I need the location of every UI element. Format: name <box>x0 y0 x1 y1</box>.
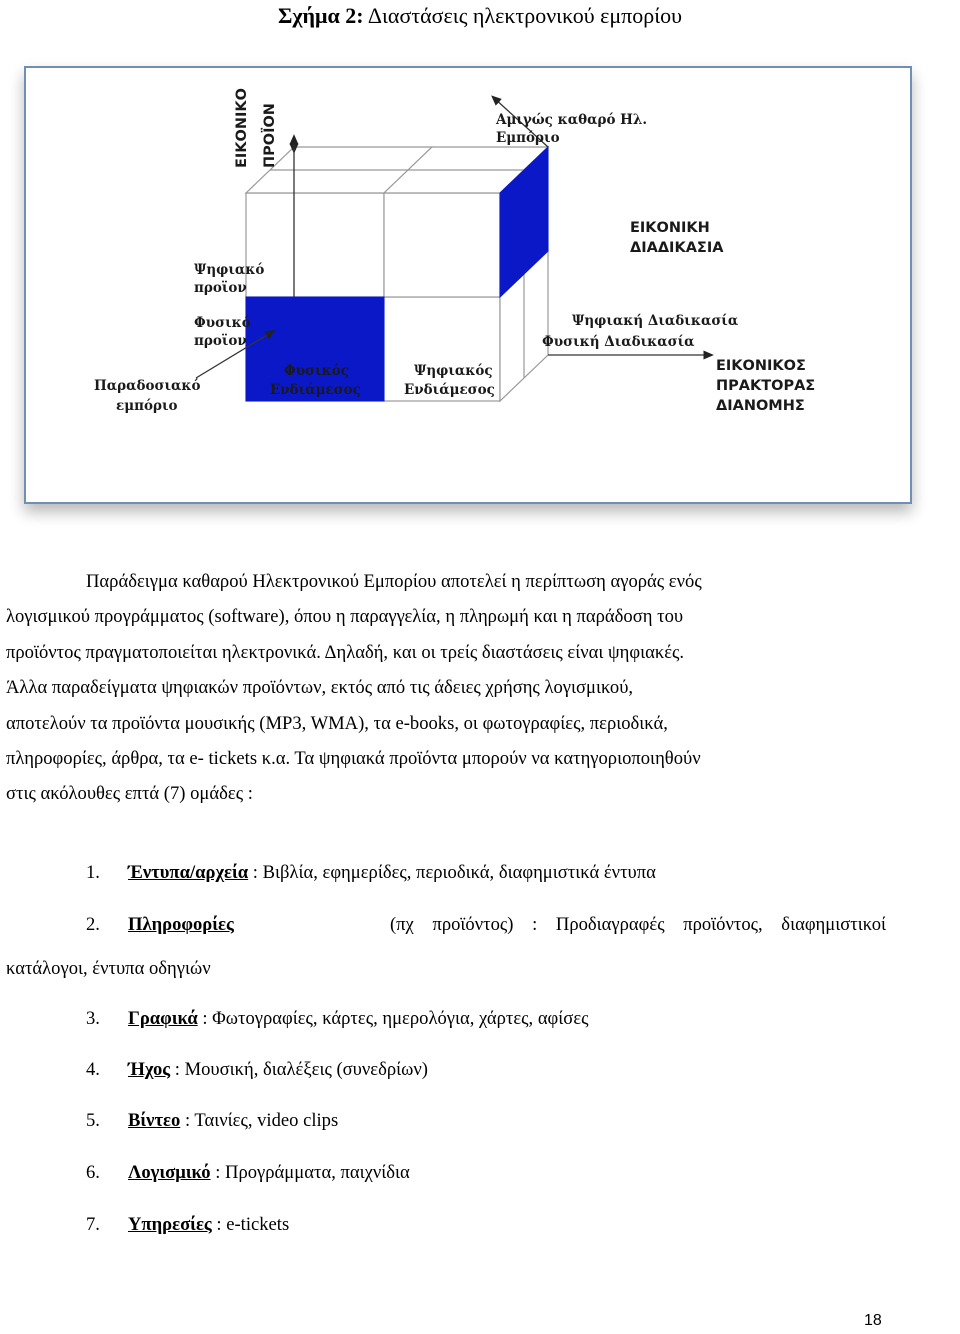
label-virtual-agent-1: ΕΙΚΟΝΙΚΟΣ <box>716 358 806 374</box>
label-digital-agent-2: Ενδιάμεσος <box>404 382 495 398</box>
list-item-description: : e-tickets <box>211 1214 290 1235</box>
label-physical-agent-1: Φυσικός <box>284 363 349 379</box>
label-virtual-process-1: ΕΙΚΟΝΙΚΗ <box>630 220 710 236</box>
label-traditional-commerce-1: Παραδοσιακό <box>94 378 201 394</box>
ecommerce-dimensions-figure <box>24 66 912 504</box>
list-item-description: : Ταινίες, video clips <box>180 1110 339 1131</box>
label-physical-product-2: προϊον <box>194 333 247 349</box>
list-item-term: Έντυπα/αρχεία <box>128 862 249 883</box>
figure-caption-text: Διαστάσεις ηλεκτρονικού εμπορίου <box>363 3 683 28</box>
label-pure-ecommerce-2: Εμπόριο <box>496 130 560 146</box>
axis-label-virtual-product-2: ΠΡΟΪΟΝ <box>262 103 278 168</box>
list-item-description: : Μουσική, διαλέξεις (συνεδρίων) <box>170 1059 428 1080</box>
list-item-term: Λογισμικό <box>128 1162 211 1183</box>
list-item-description: (πχ προϊόντος) : Προδιαγραφές προϊόντος, διαφημιστικοί <box>371 914 886 935</box>
paragraph-line: Παράδειγμα καθαρού Ηλεκτρονικού Εμπορίου αποτελεί η περίπτωση αγοράς ενός <box>86 571 702 592</box>
paragraph-line: προϊόντος πραγματοποιείται ηλεκτρονικά. Δηλαδή, και οι τρείς διαστάσεις είναι ψηφιακές. <box>6 641 685 663</box>
label-digital-product-1: Ψηφιακό <box>194 262 265 278</box>
list-item-number: 1. <box>86 862 100 883</box>
pure-ecommerce-cell-back <box>524 147 548 274</box>
label-digital-agent-1: Ψηφιακός <box>414 363 493 379</box>
paragraph-line: στις ακόλουθες επτά (7) ομάδες : <box>6 783 253 805</box>
axis-label-virtual-product-1: ΕΙΚΟΝΙΚΟ <box>234 88 250 168</box>
paragraph-line: αποτελούν τα προϊόντα μουσικής (MP3, WMA), τα e-books, οι φωτογραφίες, περιοδικά, <box>6 712 668 734</box>
list-item-term: Γραφικά <box>128 1008 198 1029</box>
list-item-term: Πληροφορίες <box>128 914 234 935</box>
paragraph-line: πληροφορίες, άρθρα, τα e- tickets κ.α. Τα ψηφιακά προϊόντα μπορούν να κατηγοριοποιηθούν <box>6 748 701 770</box>
label-physical-product-1: Φυσικό <box>194 315 251 331</box>
list-item-description: : Φωτογραφίες, κάρτες, ημερολόγια, χάρτες, αφίσες <box>197 1008 589 1029</box>
figure-caption <box>0 2 960 30</box>
list-item-description: : Προγράμματα, παιχνίδια <box>210 1162 410 1183</box>
body-paragraph <box>6 564 886 812</box>
label-virtual-process-2: ΔΙΑΔΙΚΑΣΙΑ <box>630 240 724 256</box>
pure-ecommerce-cell <box>500 170 524 297</box>
label-digital-process: Ψηφιακή Διαδικασία <box>572 313 739 329</box>
label-digital-product-2: προϊον <box>194 280 247 296</box>
figure-caption-label: Σχήμα 2: <box>277 3 364 28</box>
paragraph-line: λογισμικού προγράμματος (software), όπου η παραγγελία, η πληρωμή και η παράδοση του <box>6 606 684 628</box>
list-item-number: 4. <box>86 1059 100 1080</box>
list-item-number: 5. <box>86 1110 100 1131</box>
label-physical-process: Φυσική Διαδικασία <box>542 334 695 350</box>
label-virtual-agent-2: ΠΡΑΚΤΟΡΑΣ <box>716 378 816 394</box>
list-item-number: 2. <box>86 914 100 935</box>
list-item-number: 7. <box>86 1214 100 1235</box>
label-virtual-agent-3: ΔΙΑΝΟΜΗΣ <box>716 398 805 414</box>
ecommerce-cube-diagram <box>26 68 910 502</box>
list-item-number: 6. <box>86 1162 100 1183</box>
list-item-term: Ήχος <box>128 1059 171 1080</box>
label-pure-ecommerce-1: Αμιγώς καθαρό Ηλ. <box>496 112 648 128</box>
label-traditional-commerce-2: εμπόριο <box>116 398 178 414</box>
list-item-continuation: κατάλογοι, έντυπα οδηγιών <box>6 958 211 979</box>
paragraph-line: Άλλα παραδείγματα ψηφιακών προϊόντων, εκτός από τις άδειες χρήσης λογισμικού, <box>6 677 634 699</box>
list-item-description: : Βιβλία, εφημερίδες, περιοδικά, διαφημιστικά έντυπα <box>248 862 656 883</box>
label-physical-agent-2: Ενδιάμεσος <box>270 382 361 398</box>
list-item-term: Βίντεο <box>128 1110 181 1131</box>
page-number: 18 <box>864 1312 882 1329</box>
list-item-term: Υπηρεσίες <box>128 1214 212 1235</box>
list-item-number: 3. <box>86 1008 100 1029</box>
